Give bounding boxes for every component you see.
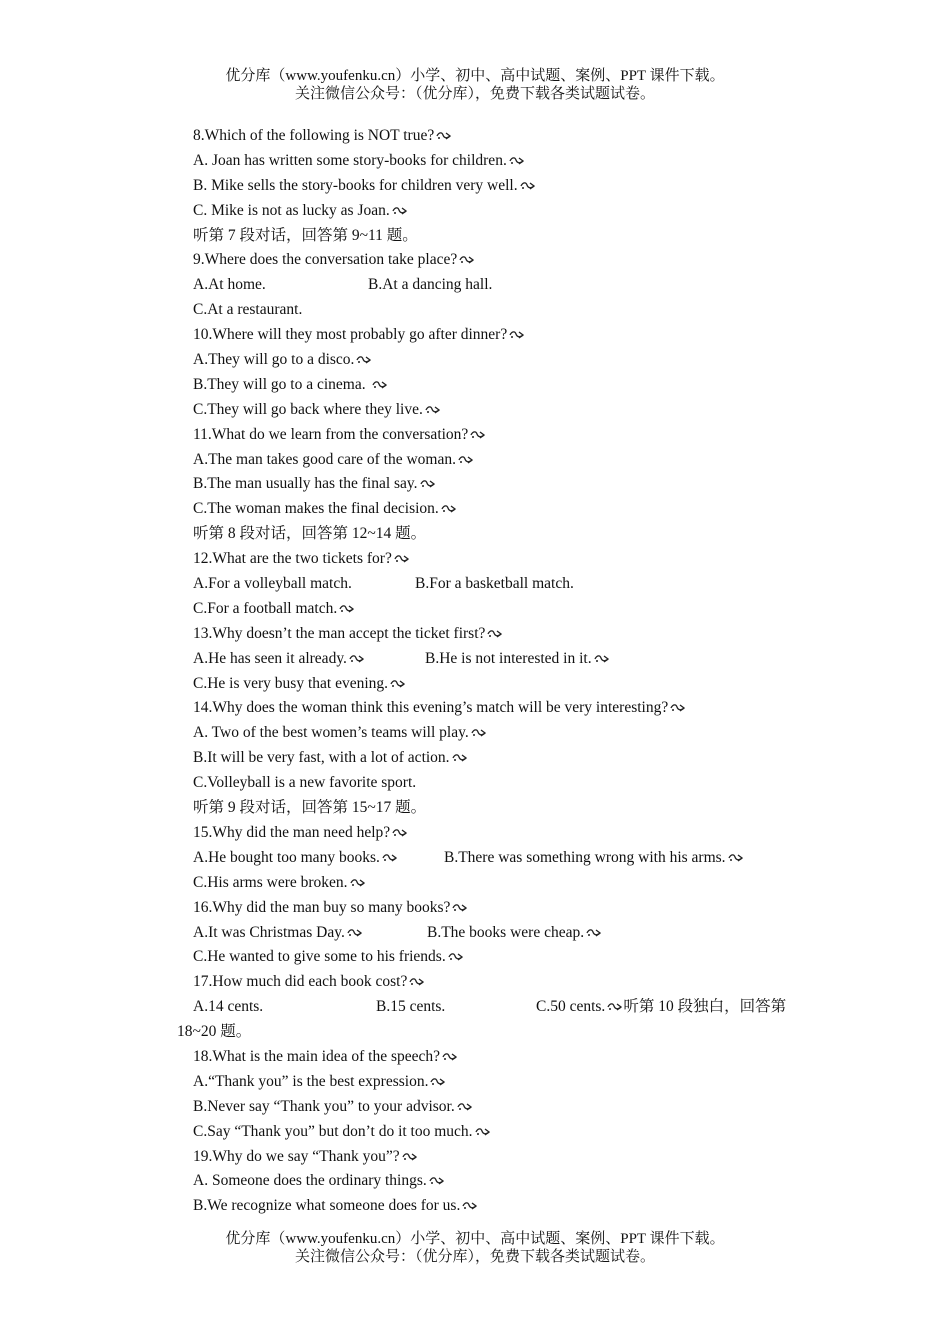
text-line — [0, 995, 950, 1020]
line-text — [193, 796, 426, 821]
option-content: C.50 cents. — [536, 998, 606, 1016]
line-text — [193, 199, 408, 224]
text-line — [0, 398, 950, 423]
text-line — [0, 1045, 950, 1070]
line-text — [193, 597, 355, 622]
line-text — [193, 273, 266, 298]
paragraph-mark-icon — [339, 604, 355, 614]
option-text — [536, 995, 786, 1020]
paragraph-mark-icon — [430, 1077, 446, 1087]
line-content: A.14 cents. — [193, 998, 264, 1016]
line-text — [193, 298, 302, 323]
option-content: B.The books were cheap. — [427, 923, 585, 941]
line-content: B.It will be very fast, with a lot of action. — [193, 749, 450, 767]
text-line — [0, 672, 950, 697]
line-content: 听第 7 段对话，回答第 9~11 题。 — [193, 226, 418, 244]
line-text — [193, 622, 503, 647]
text-line — [0, 896, 950, 921]
paragraph-mark-icon — [429, 1176, 445, 1186]
paragraph-mark-icon — [392, 828, 408, 838]
paragraph-mark-icon — [448, 952, 464, 962]
line-text — [193, 224, 418, 249]
paragraph-mark-icon — [458, 455, 474, 465]
line-content: C. Mike is not as lucky as Joan. — [193, 201, 390, 219]
line-text — [193, 348, 372, 373]
paragraph-mark-icon — [475, 1127, 491, 1137]
text-line — [0, 547, 950, 572]
line-content: 11.What do we learn from the conversation? — [193, 425, 469, 443]
line-text — [193, 448, 474, 473]
line-content: C.Volleyball is a new favorite sport. — [193, 774, 417, 792]
line-text — [193, 572, 352, 597]
paragraph-mark-icon — [350, 878, 366, 888]
text-line — [0, 273, 950, 298]
paragraph-mark-icon — [436, 131, 452, 141]
paragraph-mark-icon — [487, 629, 503, 639]
line-content: A.They will go to a disco. — [193, 351, 355, 369]
paragraph-mark-icon — [457, 1102, 473, 1112]
text-line — [0, 1120, 950, 1145]
paragraph-mark-icon — [425, 405, 441, 415]
line-content: A.The man takes good care of the woman. — [193, 450, 456, 468]
line-content: A.It was Christmas Day. — [193, 923, 345, 941]
line-content: C.He is very busy that evening. — [193, 674, 389, 692]
paragraph-mark-icon — [594, 654, 610, 664]
line-text — [193, 746, 468, 771]
text-line — [0, 597, 950, 622]
text-line — [0, 771, 950, 796]
line-text — [193, 423, 486, 448]
line-text — [193, 821, 408, 846]
text-line — [0, 174, 950, 199]
paragraph-mark-icon — [392, 206, 408, 216]
paragraph-mark-icon — [347, 928, 363, 938]
paragraph-mark-icon — [462, 1201, 478, 1211]
line-content: 18.What is the main idea of the speech? — [193, 1047, 441, 1065]
line-text — [193, 149, 525, 174]
line-text — [193, 896, 468, 921]
line-content: 8.Which of the following is NOT true? — [193, 127, 435, 144]
line-text — [193, 547, 410, 572]
line-text — [193, 1194, 478, 1219]
line-text — [193, 846, 398, 871]
line-content: 19.Why do we say “Thank you”? — [193, 1147, 400, 1165]
line-text — [193, 398, 441, 423]
line-content: 9.Where does the conversation take place? — [193, 251, 458, 269]
line-content: B.We recognize what someone does for us. — [193, 1197, 461, 1215]
text-line — [0, 746, 950, 771]
paragraph-mark-icon — [390, 679, 406, 689]
text-line — [0, 323, 950, 348]
paragraph-mark-icon — [402, 1152, 418, 1162]
text-line — [0, 1070, 950, 1095]
paragraph-mark-icon — [420, 479, 436, 489]
line-text — [193, 522, 426, 547]
line-text — [193, 945, 464, 970]
footer-line-1: 优分库（www.youfenku.cn）小学、初中、高中试题、案例、PPT 课件下载。 — [225, 1231, 725, 1247]
line-content: B.Never say “Thank you” to your advisor. — [193, 1097, 455, 1115]
text-line — [0, 945, 950, 970]
line-text — [193, 1169, 445, 1194]
paragraph-mark-icon — [452, 903, 468, 913]
text-line — [0, 224, 950, 249]
paragraph-mark-icon — [356, 355, 372, 365]
paragraph-mark-icon — [452, 753, 468, 763]
header-line-2: 关注微信公众号：（优分库），免费下载各类试题试卷。 — [294, 86, 655, 102]
header-line-1: 优分库（www.youfenku.cn）小学、初中、高中试题、案例、PPT 课件下载。 — [225, 68, 725, 84]
paragraph-mark-icon — [520, 181, 536, 191]
line-content: 16.Why did the man buy so many books? — [193, 898, 451, 916]
line-content: C.For a football match. — [193, 599, 338, 617]
line-text — [193, 1070, 446, 1095]
paragraph-mark-icon — [441, 504, 457, 514]
option-content: B.At a dancing hall. — [368, 276, 493, 294]
paragraph-mark-icon — [349, 654, 365, 664]
line-content: A. Someone does the ordinary things. — [193, 1172, 427, 1190]
option-text — [415, 572, 574, 597]
line-text — [193, 1145, 418, 1170]
paragraph-mark-icon — [372, 380, 388, 390]
line-content: B.They will go to a cinema. — [193, 375, 370, 393]
line-text — [193, 771, 416, 796]
text-line — [0, 721, 950, 746]
line-text — [193, 323, 525, 348]
line-text — [193, 248, 475, 273]
option-text — [368, 273, 492, 298]
line-text — [193, 1045, 458, 1070]
line-content: 17.How much did each book cost? — [193, 973, 408, 991]
text-line — [0, 1095, 950, 1120]
line-text — [193, 647, 365, 672]
line-content: 14.Why does the woman think this evening’s match will be very interesting? — [193, 699, 669, 717]
text-line — [0, 821, 950, 846]
line-text — [193, 1120, 491, 1145]
text-line — [0, 472, 950, 497]
text-line — [0, 1020, 950, 1045]
line-content: C.At a restaurant. — [193, 301, 303, 319]
line-content: C.The woman makes the final decision. — [193, 500, 439, 518]
line-text — [193, 174, 536, 199]
paragraph-mark-icon — [382, 853, 398, 863]
text-line — [0, 199, 950, 224]
line-content: B.The man usually has the final say. — [193, 475, 418, 493]
line-content: A. Joan has written some story-books for children. — [193, 151, 507, 169]
option-content: B.There was something wrong with his arms. — [444, 848, 726, 866]
option-text — [444, 846, 744, 871]
page-footer — [0, 1230, 950, 1266]
line-content: A.He has seen it already. — [193, 649, 347, 667]
text-line — [0, 871, 950, 896]
line-text — [193, 921, 363, 946]
paragraph-mark-icon — [509, 330, 525, 340]
option-content: B.He is not interested in it. — [425, 649, 592, 667]
line-text — [193, 995, 263, 1020]
text-line — [0, 796, 950, 821]
line-content: 听第 8 段对话，回答第 12~14 题。 — [193, 525, 427, 543]
text-line — [0, 497, 950, 522]
line-content: 12.What are the two tickets for? — [193, 550, 392, 568]
line-text — [193, 721, 487, 746]
line-text — [193, 696, 686, 721]
paragraph-mark-icon — [409, 977, 425, 987]
line-content: C.His arms were broken. — [193, 873, 348, 891]
text-line — [0, 1194, 950, 1219]
paragraph-mark-icon — [459, 255, 475, 265]
line-content: 听第 9 段对话，回答第 15~17 题。 — [193, 799, 427, 817]
line-text — [193, 672, 406, 697]
page-header — [0, 67, 950, 103]
text-line — [0, 348, 950, 373]
paragraph-mark-icon — [586, 928, 602, 938]
option-text — [376, 995, 445, 1020]
paragraph-mark-icon — [509, 156, 525, 166]
line-text — [193, 970, 425, 995]
line-content: C.They will go back where they live. — [193, 400, 423, 418]
option-text — [427, 921, 602, 946]
option-content: B.For a basketball match. — [415, 575, 574, 593]
option-text — [425, 647, 610, 672]
question-list — [0, 124, 950, 1219]
line-content: C.Say “Thank you” but don’t do it too much. — [193, 1122, 473, 1140]
paragraph-mark-icon — [470, 430, 486, 440]
line-content: 15.Why did the man need help? — [193, 823, 391, 841]
text-line — [0, 647, 950, 672]
text-line — [0, 124, 950, 149]
text-line — [0, 149, 950, 174]
text-line — [0, 522, 950, 547]
text-line — [0, 298, 950, 323]
text-line — [0, 248, 950, 273]
line-content: A.For a volleyball match. — [193, 575, 352, 593]
text-line — [0, 1145, 950, 1170]
line-content: A. Two of the best women’s teams will play. — [193, 724, 469, 742]
text-line — [0, 423, 950, 448]
line-content: A.At home. — [193, 276, 266, 294]
text-line — [0, 572, 950, 597]
paragraph-mark-icon — [471, 728, 487, 738]
line-content: 10.Where will they most probably go after dinner? — [193, 326, 508, 344]
option-content: B.15 cents. — [376, 998, 446, 1016]
line-text — [193, 497, 457, 522]
line-content: 13.Why doesn’t the man accept the ticket first? — [193, 624, 486, 642]
text-line — [0, 622, 950, 647]
footer-line-2: 关注微信公众号：（优分库），免费下载各类试题试卷。 — [294, 1249, 655, 1265]
line-content: B. Mike sells the story-books for children very well. — [193, 176, 518, 194]
text-line — [0, 696, 950, 721]
line-text — [177, 1020, 251, 1045]
text-line — [0, 921, 950, 946]
line-text — [193, 1095, 473, 1120]
line-content: 18~20 题。 — [177, 1023, 252, 1041]
text-line — [0, 846, 950, 871]
text-line — [0, 448, 950, 473]
paragraph-mark-icon — [442, 1052, 458, 1062]
line-text — [193, 373, 388, 398]
paragraph-mark-icon — [394, 554, 410, 564]
line-text — [193, 871, 366, 896]
paragraph-mark-icon — [607, 1002, 623, 1012]
paragraph-mark-icon — [670, 703, 686, 713]
line-text — [193, 472, 436, 497]
line-content: A.He bought too many books. — [193, 848, 380, 866]
text-line — [0, 1169, 950, 1194]
section-instruction: 听第 10 段独白，回答第 — [623, 998, 787, 1016]
paragraph-mark-icon — [728, 853, 744, 863]
text-line — [0, 373, 950, 398]
line-content: C.He wanted to give some to his friends. — [193, 948, 446, 966]
line-text — [193, 124, 452, 149]
line-content: A.“Thank you” is the best expression. — [193, 1072, 429, 1090]
text-line — [0, 970, 950, 995]
